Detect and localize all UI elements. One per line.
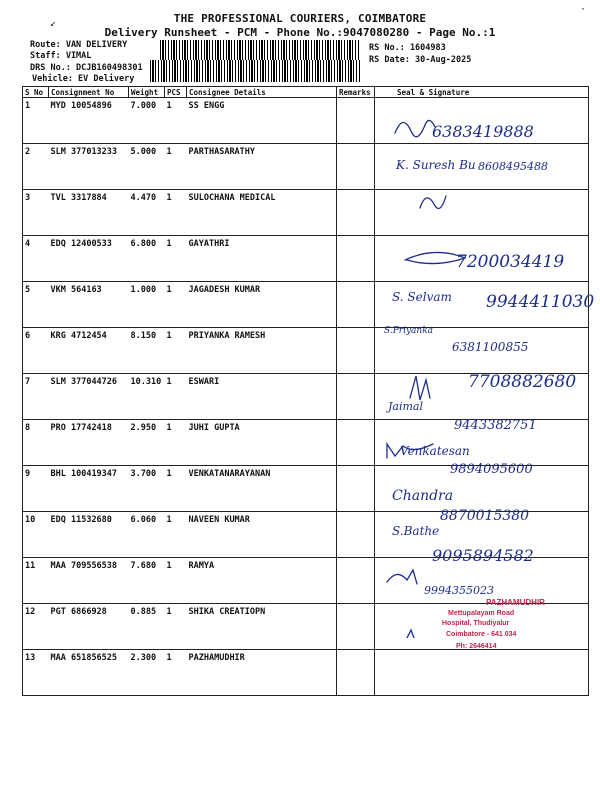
row-consignee: VENKATANARAYANAN — [187, 466, 337, 512]
row-consignee: SS ENGG — [187, 98, 337, 144]
col-sno: S No — [23, 87, 49, 98]
row-consignment: MAA 651856525 — [49, 650, 129, 696]
row-consignment: BHL 100419347 — [49, 466, 129, 512]
rs-date: RS Date: 30-Aug-2025 — [369, 55, 472, 65]
handwritten-name-r2: K. Suresh Bu — [396, 158, 476, 172]
handwritten-phone-r2: 8608495488 — [478, 160, 548, 173]
row-sno: 9 — [23, 466, 49, 512]
row-weight: 7.680 — [129, 558, 165, 604]
corner-dot: · — [580, 4, 587, 15]
handwritten-phone-r9: 9894095600 — [450, 462, 533, 477]
row-consignee: RAMYA — [187, 558, 337, 604]
row-consignment: PGT 6866928 — [49, 604, 129, 650]
row-pcs: 1 — [165, 190, 187, 236]
row-remarks — [337, 558, 375, 604]
signature-row1 — [395, 120, 435, 136]
consignee-stamp — [426, 594, 568, 658]
row-sno: 11 — [23, 558, 49, 604]
row-pcs: 1 — [165, 374, 187, 420]
handwritten-name-r6: S. Selvam — [392, 290, 452, 304]
route-label: Route: VAN DELIVERY — [30, 40, 128, 50]
handwritten-name-r10: Chandra — [392, 488, 454, 504]
rs-barcode — [150, 60, 360, 82]
row-pcs: 1 — [165, 420, 187, 466]
handwritten-phone-r6: 9944411030 — [486, 292, 595, 312]
row-consignment: SLM 377013233 — [49, 144, 129, 190]
row-consignee: SULOCHANA MEDICAL — [187, 190, 337, 236]
row-sno: 12 — [23, 604, 49, 650]
row-consignment: VKM 564163 — [49, 282, 129, 328]
row-pcs: 1 — [165, 236, 187, 282]
table-header-row — [23, 87, 589, 98]
handwritten-name-r9: Venkatesan — [400, 444, 470, 458]
stamp-line-1: PAZHAMUDHIR — [486, 598, 545, 607]
row-sno: 7 — [23, 374, 49, 420]
row-consignee: GAYATHRI — [187, 236, 337, 282]
row-consignment: KRG 4712454 — [49, 328, 129, 374]
vehicle-label: Vehicle: EV Delivery — [32, 74, 135, 84]
row-weight: 6.800 — [129, 236, 165, 282]
handwritten-phone-r11: 9095894582 — [432, 546, 534, 565]
signature-row3 — [420, 196, 446, 209]
drs-label: DRS No.: DCJB160498301 — [30, 63, 143, 73]
row-consignment: EDQ 12400533 — [49, 236, 129, 282]
handwritten-phone-r8: 9443382751 — [454, 418, 537, 433]
row-pcs: 1 — [165, 282, 187, 328]
row-consignment: PRO 17742418 — [49, 420, 129, 466]
signature-row12 — [387, 570, 417, 584]
row-weight: 6.060 — [129, 512, 165, 558]
row-consignment: SLM 377044726 — [49, 374, 129, 420]
row-remarks — [337, 282, 375, 328]
row-consignee: PRIYANKA RAMESH — [187, 328, 337, 374]
row-remarks — [337, 144, 375, 190]
stamp-line-2: Mettupalayam Road — [448, 610, 515, 617]
staff-label: Staff: VIMAL — [30, 51, 92, 61]
row-remarks — [337, 650, 375, 696]
row-weight: 4.470 — [129, 190, 165, 236]
row-sno: 1 — [23, 98, 49, 144]
row-sno: 4 — [23, 236, 49, 282]
col-weight: Weight — [129, 87, 165, 98]
row-remarks — [337, 604, 375, 650]
row-remarks — [337, 190, 375, 236]
row-sno: 6 — [23, 328, 49, 374]
row-sno: 13 — [23, 650, 49, 696]
row-pcs: 1 — [165, 558, 187, 604]
row-consignee: JAGADESH KUMAR — [187, 282, 337, 328]
row-pcs: 1 — [165, 650, 187, 696]
row-pcs: 1 — [165, 98, 187, 144]
row-pcs: 1 — [165, 512, 187, 558]
pen-mark: ↙ — [50, 18, 57, 29]
signature-row7 — [410, 376, 430, 400]
row-weight: 10.310 — [129, 374, 165, 420]
row-consignment: MAA 709556538 — [49, 558, 129, 604]
runsheet-subtitle: Delivery Runsheet - PCM - Phone No.:9047080280 - Page No.:1 — [104, 26, 496, 39]
stamp-line-3: Hospital, Thudiyalur — [442, 620, 510, 627]
row-weight: 2.300 — [129, 650, 165, 696]
row-weight: 7.000 — [129, 98, 165, 144]
row-remarks — [337, 466, 375, 512]
row-remarks — [337, 98, 375, 144]
row-sno: 3 — [23, 190, 49, 236]
handwritten-phone-r10: 8870015380 — [440, 508, 530, 524]
row-weight: 8.150 — [129, 328, 165, 374]
row-sno: 8 — [23, 420, 49, 466]
row-weight: 3.700 — [129, 466, 165, 512]
row-pcs: 1 — [165, 144, 187, 190]
handwritten-name-r11: S.Bathe — [392, 524, 440, 538]
col-pcs: PCS — [165, 87, 187, 98]
handwritten-phone-r5: 7200034419 — [456, 252, 565, 272]
handwritten-phone-r12: 9994355023 — [424, 584, 494, 597]
row-consignee: JUHI GUPTA — [187, 420, 337, 466]
row-consignee: ESWARI — [187, 374, 337, 420]
row-consignee: NAVEEN KUMAR — [187, 512, 337, 558]
row-pcs: 1 — [165, 328, 187, 374]
row-weight: 0.885 — [129, 604, 165, 650]
row-pcs: 1 — [165, 604, 187, 650]
handwritten-phone-r1: 6383419888 — [432, 122, 534, 141]
stamp-line-4: Coimbatore - 641 034 — [446, 631, 517, 638]
handwritten-phone-r7: 6381100855 — [452, 340, 529, 354]
row-consignment: TVL 3317884 — [49, 190, 129, 236]
row-remarks — [337, 374, 375, 420]
row-remarks — [337, 328, 375, 374]
rs-number: RS No.: 1604983 — [369, 43, 446, 53]
handwritten-phone2-r7: 7708882680 — [468, 372, 577, 392]
row-sno: 2 — [23, 144, 49, 190]
row-consignment: EDQ 11532680 — [49, 512, 129, 558]
handwritten-name-r7: S.Priyanka — [384, 326, 434, 336]
drs-barcode — [160, 40, 360, 62]
row-remarks — [337, 236, 375, 282]
row-consignment: MYD 10054896 — [49, 98, 129, 144]
col-remarks: Remarks — [337, 87, 375, 98]
row-remarks — [337, 512, 375, 558]
row-sno: 5 — [23, 282, 49, 328]
row-sno: 10 — [23, 512, 49, 558]
col-consignment: Consignment No — [49, 87, 129, 98]
company-title: THE PROFESSIONAL COURIERS, COIMBATORE — [173, 12, 427, 25]
row-consignee: PAZHAMUDHIR — [187, 650, 337, 696]
row-consignee: SHIKA CREATIOPN — [187, 604, 337, 650]
row-remarks — [337, 420, 375, 466]
row-consignee: PARTHASARATHY — [187, 144, 337, 190]
row-pcs: 1 — [165, 466, 187, 512]
row-weight: 5.000 — [129, 144, 165, 190]
stamp-line-5: Ph: 2646414 — [456, 643, 497, 650]
col-consignee: Consignee Details — [187, 87, 337, 98]
row-weight: 2.950 — [129, 420, 165, 466]
handwritten-name-r8: Jaimal — [388, 400, 423, 413]
col-seal: Seal & Signature — [375, 87, 589, 98]
row-weight: 1.000 — [129, 282, 165, 328]
